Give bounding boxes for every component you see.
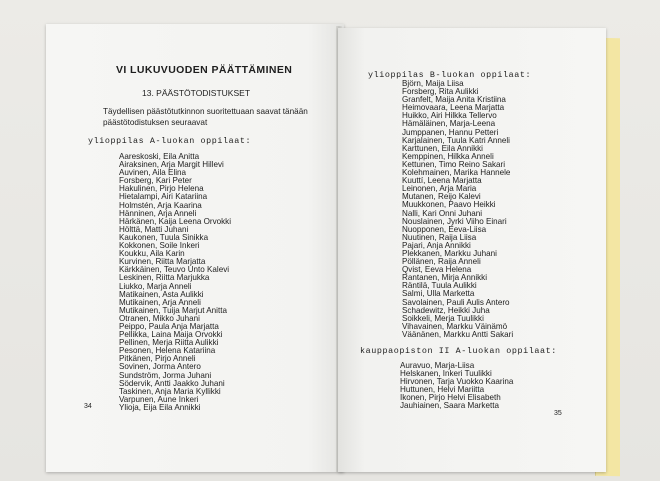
list-item: Huttunen, Helvi Mariitta bbox=[400, 385, 485, 395]
list-item: Hölttä, Matti Juhani bbox=[119, 224, 189, 234]
list-item: Hakulinen, Pirjo Helena bbox=[119, 184, 204, 194]
list-item: Sundström, Jorma Juhani bbox=[119, 370, 212, 380]
list-item: Björn, Maija Liisa bbox=[402, 79, 464, 88]
list-item: Rantanen, Mirja Annikki bbox=[402, 273, 488, 283]
list-item: Holmstén, Arja Kaarina bbox=[119, 200, 202, 210]
list-item: Södervik, Antti Jaakko Juhani bbox=[119, 378, 225, 388]
list-item: Taskinen, Anja Maria Kyllikki bbox=[119, 386, 221, 396]
class-b-name-list bbox=[402, 80, 513, 339]
list-item: Forsberg, Kari Peter bbox=[119, 176, 192, 186]
list-item: Räntilä, Tuula Aulikki bbox=[402, 281, 477, 291]
list-item: Kuuttí, Leena Marjatta bbox=[402, 176, 482, 186]
left-page bbox=[46, 24, 344, 472]
list-item: Heimovaara, Leena Marjatta bbox=[402, 103, 505, 113]
list-item: Auravuo, Marja-Liisa bbox=[400, 361, 475, 370]
list-item: Soikkeli, Merja Tuulikki bbox=[402, 313, 484, 323]
list-item: Pesonen, Helena Katariina bbox=[119, 346, 216, 356]
list-item: Qvist, Eeva Helena bbox=[402, 265, 472, 275]
list-item: Kokkonen, Soile Inkeri bbox=[119, 241, 200, 251]
list-item: Nouslainen, Jyrki Viiho Einari bbox=[402, 216, 507, 226]
list-item: Kärkkäinen, Teuvo Unto Kalevi bbox=[119, 265, 230, 275]
list-item: Hirvonen, Tarja Vuokko Kaarina bbox=[400, 377, 514, 387]
list-item: Kaukonen, Tuula Sinikka bbox=[119, 232, 209, 242]
list-item: Matikainen, Asta Aulikki bbox=[119, 289, 204, 299]
right-page bbox=[338, 28, 606, 472]
list-item: Auvinen, Aila Elina bbox=[119, 168, 187, 178]
list-item: Jumppanen, Hannu Petteri bbox=[402, 127, 499, 137]
page-number-left: 34 bbox=[84, 403, 92, 410]
intro-line-1: Täydellisen päästötutkinnon suoritettuaan saavat tänään bbox=[103, 107, 308, 116]
list-item: Muukkonen, Paavo Heikki bbox=[402, 200, 496, 210]
list-item: Peippo, Paula Anja Marjatta bbox=[119, 321, 219, 331]
list-item: Sovinen, Jorma Antero bbox=[119, 362, 201, 372]
list-item: Ylioja, Eija Eila Annikki bbox=[119, 402, 201, 412]
list-item: Huikko, Airi Hilkka Tellervo bbox=[402, 111, 497, 121]
list-item: Mutanen, Reijo Kalevi bbox=[402, 192, 481, 202]
list-item: Nuutinen, Raija Liisa bbox=[402, 232, 477, 242]
list-item: Jauhiainen, Saara Marketta bbox=[400, 401, 499, 411]
list-item: Koukku, Aila Karin bbox=[119, 249, 185, 259]
class-k-name-list bbox=[400, 362, 513, 411]
list-item: Pitkänen, Pirjo Anneli bbox=[119, 354, 196, 364]
class-a-heading: ylioppilas A-luokan oppilaat: bbox=[88, 136, 252, 146]
list-item: Airaksinen, Arja Margit Hillevi bbox=[119, 160, 224, 170]
list-item: Varpunen, Aune Inkeri bbox=[119, 394, 199, 404]
list-item: Nalli, Kari Onni Juhani bbox=[402, 208, 483, 218]
list-item: Vihavainen, Markku Väinämö bbox=[402, 321, 508, 331]
list-item: Helskanen, Inkeri Tuulikki bbox=[400, 369, 492, 379]
list-item: Kolehmainen, Marika Hannele bbox=[402, 168, 511, 178]
list-item: Pellinen, Merja Riitta Aulikki bbox=[119, 338, 219, 348]
list-item: Leinonen, Arja Maria bbox=[402, 184, 477, 194]
page-number-right: 35 bbox=[554, 410, 562, 417]
section-title: 13. PÄÄSTÖTODISTUKSET bbox=[142, 88, 251, 98]
list-item: Väänänen, Markku Antti Sakari bbox=[402, 329, 514, 339]
list-item: Hämäläinen, Marja-Leena bbox=[402, 119, 496, 129]
list-item: Kurvinen, Riitta Marjatta bbox=[119, 257, 206, 267]
list-item: Schadewitz, Heikki Juha bbox=[402, 305, 490, 315]
list-item: Mutikainen, Arja Anneli bbox=[119, 297, 201, 307]
list-item: Mutikainen, Tuija Marjut Anitta bbox=[119, 305, 227, 315]
list-item: Savolainen, Pauli Aulis Antero bbox=[402, 297, 510, 307]
list-item: Pajari, Anja Annikki bbox=[402, 240, 471, 250]
list-item: Karttunen, Eila Annikki bbox=[402, 143, 483, 153]
list-item: Karjalainen, Tuula Katri Anneli bbox=[402, 135, 510, 145]
list-item: Härkänen, Kaija Leena Orvokki bbox=[119, 216, 232, 226]
intro-line-2: päästötodistuksen seuraavat bbox=[103, 118, 208, 127]
list-item: Liukko, Marja Anneli bbox=[119, 281, 192, 291]
class-a-name-list bbox=[119, 153, 231, 412]
list-item: Hietalampi, Airi Katariina bbox=[119, 192, 208, 202]
list-item: Granfelt, Maija Anita Kristiina bbox=[402, 95, 506, 105]
list-item: Plekkanen, Markku Juhani bbox=[402, 248, 497, 258]
list-item: Leskinen, Riitta Marjukka bbox=[119, 273, 210, 283]
list-item: Kemppinen, Hilkka Anneli bbox=[402, 151, 494, 161]
list-item: Ikonen, Pirjo Helvi Elisabeth bbox=[400, 393, 501, 403]
class-k-heading: kauppaopiston II A-luokan oppilaat: bbox=[360, 346, 557, 356]
list-item: Hänninen, Arja Anneli bbox=[119, 208, 197, 218]
chapter-title: VI LUKUVUODEN PÄÄTTÄMINEN bbox=[116, 64, 293, 76]
list-item: Pöllänen, Raija Anneli bbox=[402, 257, 481, 267]
class-b-heading: ylioppilas B-luokan oppilaat: bbox=[368, 70, 532, 80]
list-item: Pellikka, Laina Maija Orvokki bbox=[119, 330, 223, 340]
list-item: Nuopponen, Eeva-Liisa bbox=[402, 224, 487, 234]
list-item: Aareskoski, Eila Anitta bbox=[119, 152, 200, 161]
list-item: Otranen, Mikko Juhani bbox=[119, 313, 200, 323]
list-item: Forsberg, Rita Aulikki bbox=[402, 87, 479, 97]
list-item: Kettunen, Timo Reino Sakari bbox=[402, 159, 506, 169]
list-item: Salmi, Ulla Marketta bbox=[402, 289, 475, 299]
